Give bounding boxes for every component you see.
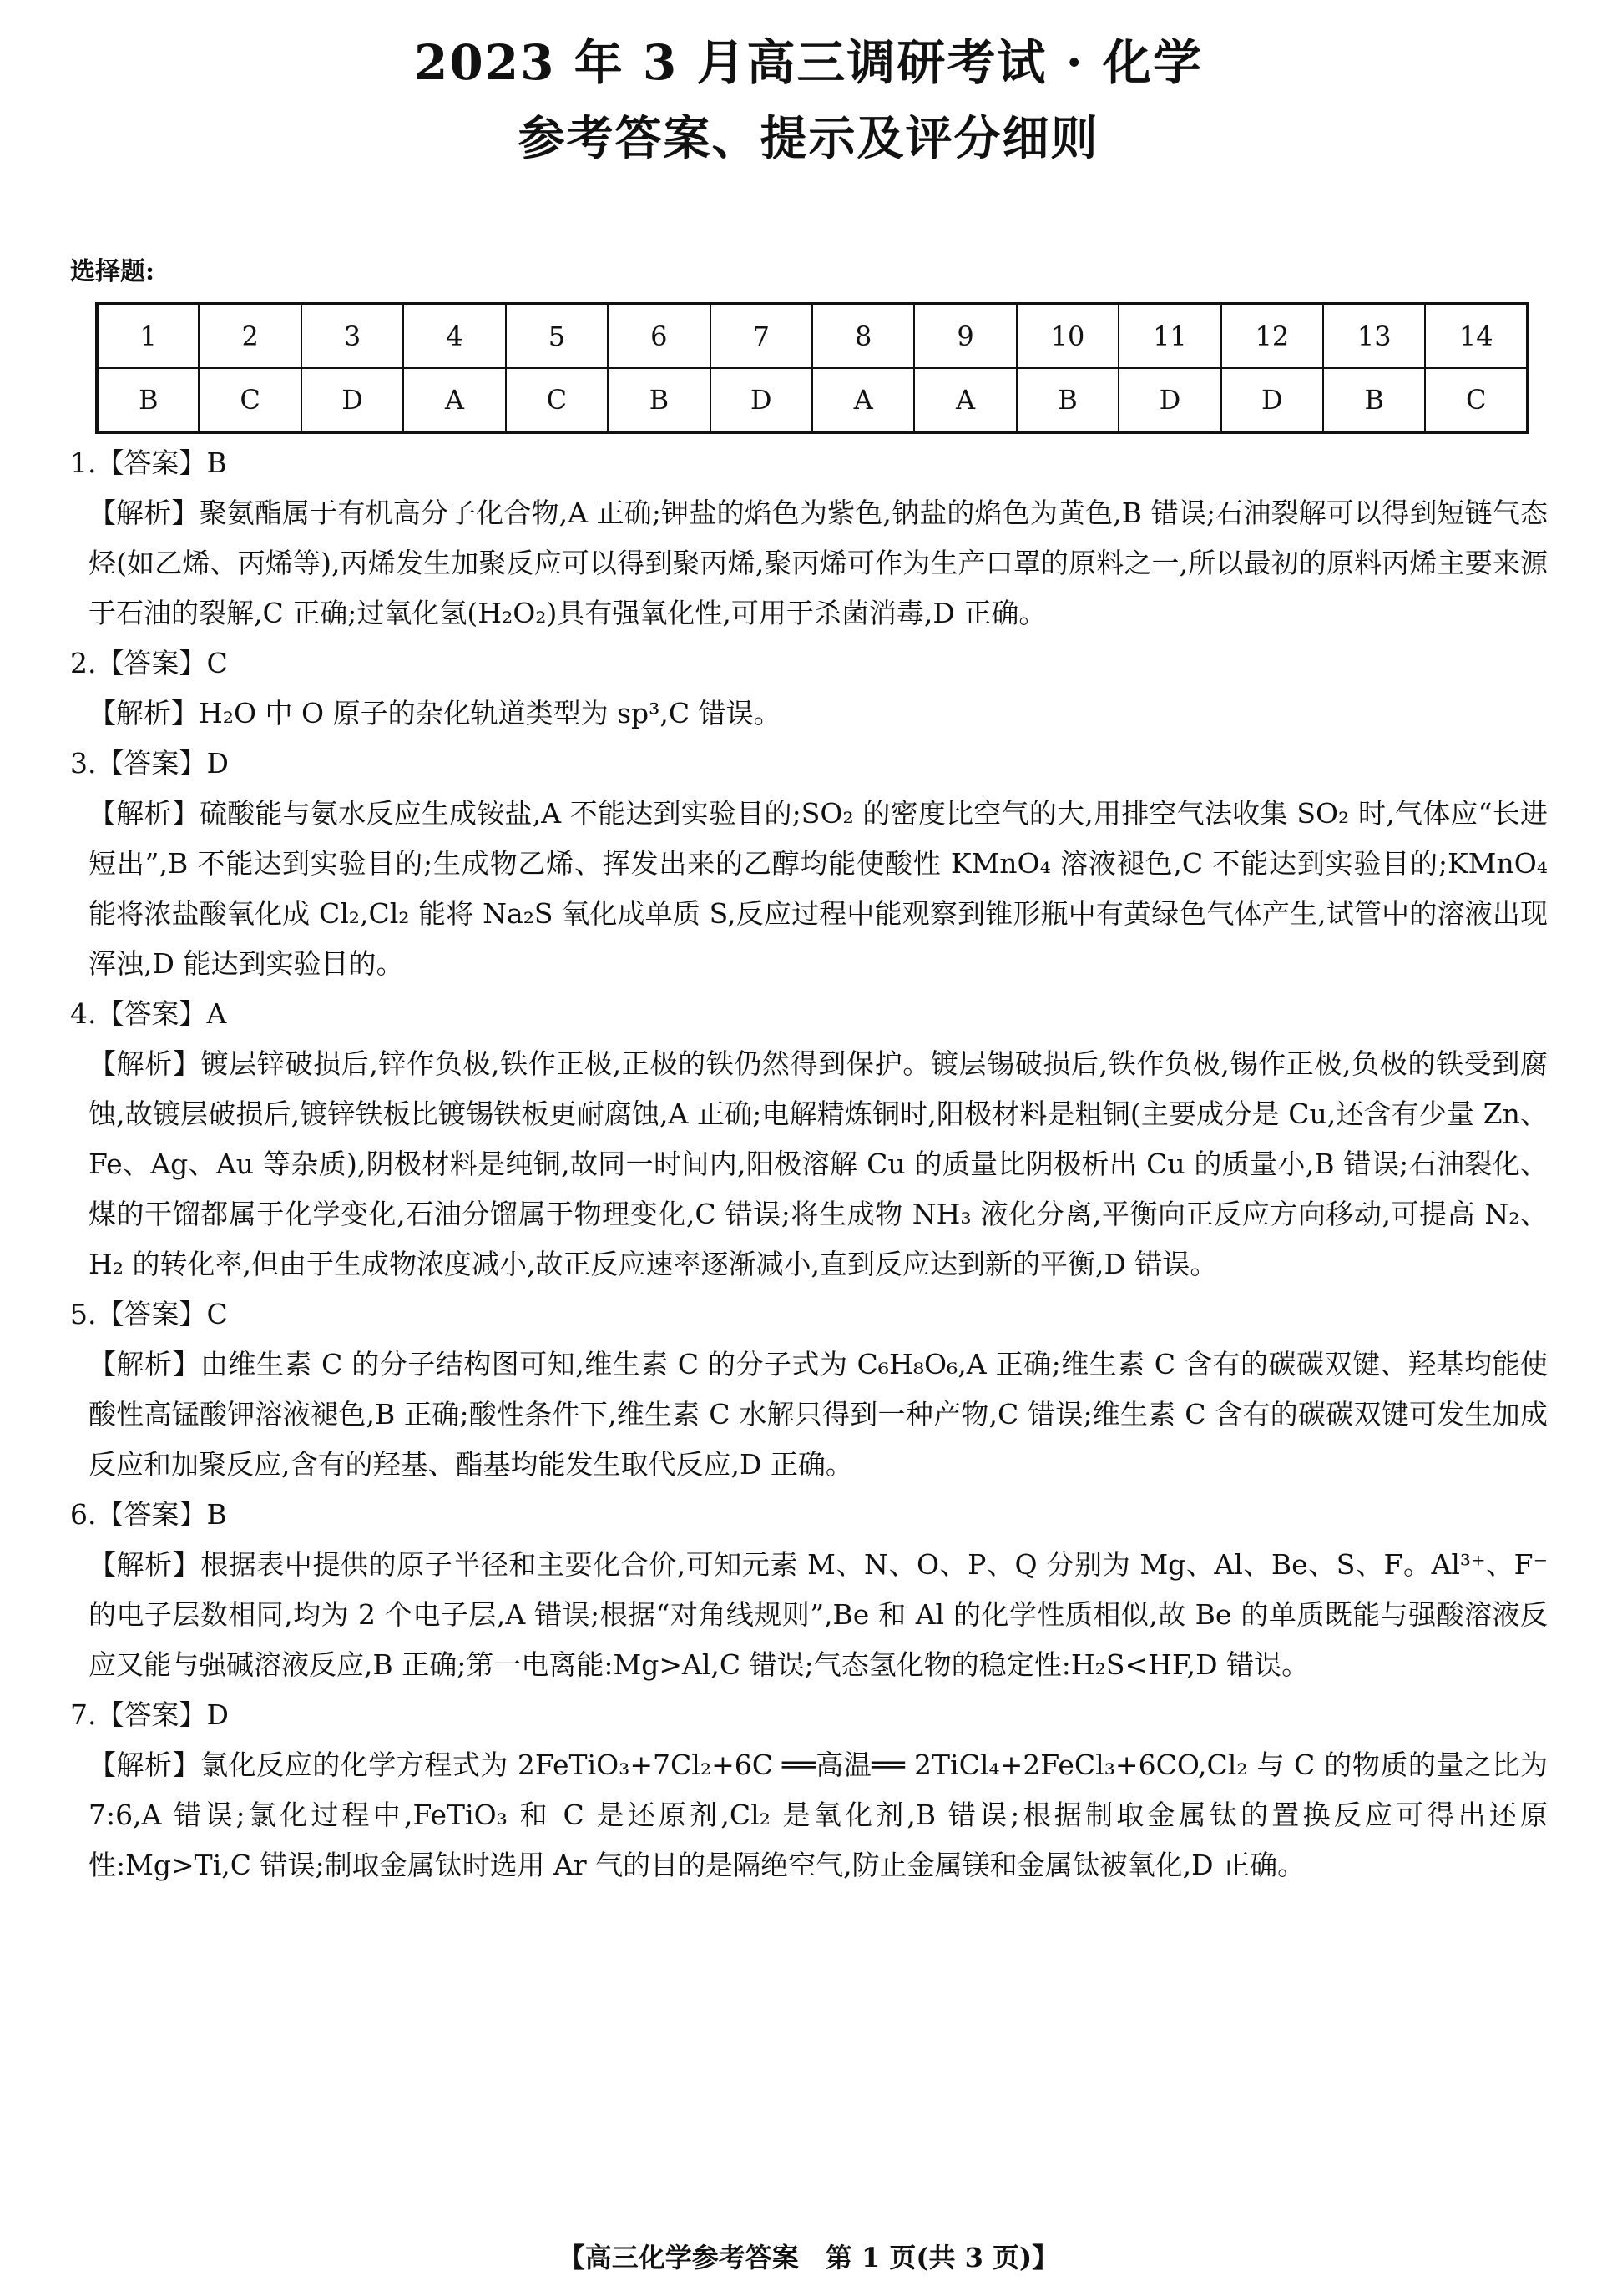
question-number: 7	[710, 304, 812, 368]
answer-heading: 7.【答案】D	[70, 1698, 229, 1731]
question-number: 13	[1323, 304, 1425, 368]
answer-table	[95, 302, 1529, 434]
answer-letter: A	[914, 368, 1016, 432]
answer-letter: D	[1221, 368, 1323, 432]
answer-letter: B	[1323, 368, 1425, 432]
explanations	[70, 438, 1548, 1890]
analysis-paragraph: 【解析】根据表中提供的原子半径和主要化合价,可知元素 M、N、O、P、Q 分别为 Mg、Al、Be、S、F。Al³⁺、F⁻ 的电子层数相同,均为 2 个电子层,A 错误;根据“对角线规则”,Be 和 Al 的化学性质相似,故 Be 的单质既能与强酸溶液反应又能与强碱溶液反应,B 正确;第一电离能:Mg>Al,C 错误;气态氢化物的稳定性:H₂S<HF,D 错误。	[88, 1548, 1548, 1681]
question-number: 1	[97, 304, 199, 368]
question-number: 6	[608, 304, 710, 368]
answer-heading: 6.【答案】B	[70, 1498, 227, 1531]
page-footer: 【高三化学参考答案 第 1 页(共 3 页)】	[558, 2242, 1059, 2273]
section-label: 选择题:	[70, 257, 155, 286]
answer-letter: C	[1425, 368, 1528, 432]
question-number: 9	[914, 304, 1016, 368]
question-number: 5	[506, 304, 608, 368]
question-number: 8	[812, 304, 914, 368]
answer-letter: B	[608, 368, 710, 432]
analysis-paragraph: 【解析】氯化反应的化学方程式为 2FeTiO₃+7Cl₂+6C ══高温══ 2TiCl₄+2FeCl₃+6CO,Cl₂ 与 C 的物质的量之比为 7:6,A 错误;氯化过程中,FeTiO₃ 和 C 是还原剂,Cl₂ 是氧化剂,B 错误;根据制取金属钛的置换反应可得出还原性:Mg>Ti,C 错误;制取金属钛时选用 Ar 气的目的是隔绝空气,防止金属镁和金属钛被氧化,D 正确。	[88, 1748, 1548, 1881]
question-number: 3	[301, 304, 403, 368]
answer-heading: 4.【答案】A	[70, 997, 227, 1030]
answer-letter: B	[1017, 368, 1119, 432]
answer-letter: D	[710, 368, 812, 432]
answer-heading: 5.【答案】C	[70, 1298, 228, 1330]
answer-heading: 2.【答案】C	[70, 647, 228, 679]
answer-heading: 3.【答案】D	[70, 747, 229, 780]
analysis-paragraph: 【解析】硫酸能与氨水反应生成铵盐,A 不能达到实验目的;SO₂ 的密度比空气的大,用排空气法收集 SO₂ 时,气体应“长进短出”,B 不能达到实验目的;生成物乙烯、挥发出来的乙醇均能使酸性 KMnO₄ 溶液褪色,C 不能达到实验目的;KMnO₄ 能将浓盐酸氧化成 Cl₂,Cl₂ 能将 Na₂S 氧化成单质 S,反应过程中能观察到锥形瓶中有黄绿色气体产生,试管中的溶液出现浑浊,D 能达到实验目的。	[88, 797, 1548, 980]
analysis-paragraph: 【解析】H₂O 中 O 原子的杂化轨道类型为 sp³,C 错误。	[88, 697, 781, 729]
answer-letter: A	[812, 368, 914, 432]
answer-letter: C	[506, 368, 608, 432]
question-number: 4	[403, 304, 505, 368]
question-number: 14	[1425, 304, 1528, 368]
question-number: 2	[199, 304, 301, 368]
question-number: 12	[1221, 304, 1323, 368]
answer-heading: 1.【答案】B	[70, 447, 227, 479]
answer-letter: A	[403, 368, 505, 432]
answer-letter: D	[301, 368, 403, 432]
question-number: 10	[1017, 304, 1119, 368]
answer-table-number-row	[97, 304, 1528, 368]
page-subtitle: 参考答案、提示及评分细则	[518, 111, 1099, 166]
answer-letter: B	[97, 368, 199, 432]
analysis-paragraph: 【解析】镀层锌破损后,锌作负极,铁作正极,正极的铁仍然得到保护。镀层锡破损后,铁作负极,锡作正极,负极的铁受到腐蚀,故镀层破损后,镀锌铁板比镀锡铁板更耐腐蚀,A 正确;电解精炼铜时,阳极材料是粗铜(主要成分是 Cu,还含有少量 Zn、Fe、Ag、Au 等杂质),阴极材料是纯铜,故同一时间内,阳极溶解 Cu 的质量比阴极析出 Cu 的质量小,B 错误;石油裂化、煤的干馏都属于化学变化,石油分馏属于物理变化,C 错误;将生成物 NH₃ 液化分离,平衡向正反应方向移动,可提高 N₂、H₂ 的转化率,但由于生成物浓度减小,故正反应速率逐渐减小,直到反应达到新的平衡,D 错误。	[88, 1047, 1548, 1280]
analysis-paragraph: 【解析】聚氨酯属于有机高分子化合物,A 正确;钾盐的焰色为紫色,钠盐的焰色为黄色,B 错误;石油裂解可以得到短链气态烃(如乙烯、丙烯等),丙烯发生加聚反应可以得到聚丙烯,聚丙烯可作为生产口罩的原料之一,所以最初的原料丙烯主要来源于石油的裂解,C 正确;过氧化氢(H₂O₂)具有强氧化性,可用于杀菌消毒,D 正确。	[88, 497, 1548, 629]
answer-table-answer-row	[97, 368, 1528, 432]
answer-letter: D	[1119, 368, 1220, 432]
page-title: 2023 年 3 月高三调研考试 · 化学	[414, 34, 1203, 91]
answer-letter: C	[199, 368, 301, 432]
question-number: 11	[1119, 304, 1220, 368]
analysis-paragraph: 【解析】由维生素 C 的分子结构图可知,维生素 C 的分子式为 C₆H₈O₆,A 正确;维生素 C 含有的碳碳双键、羟基均能使酸性高锰酸钾溶液褪色,B 正确;酸性条件下,维生素 C 水解只得到一种产物,C 错误;维生素 C 含有的碳碳双键可发生加成反应和加聚反应,含有的羟基、酯基均能发生取代反应,D 正确。	[88, 1348, 1548, 1481]
